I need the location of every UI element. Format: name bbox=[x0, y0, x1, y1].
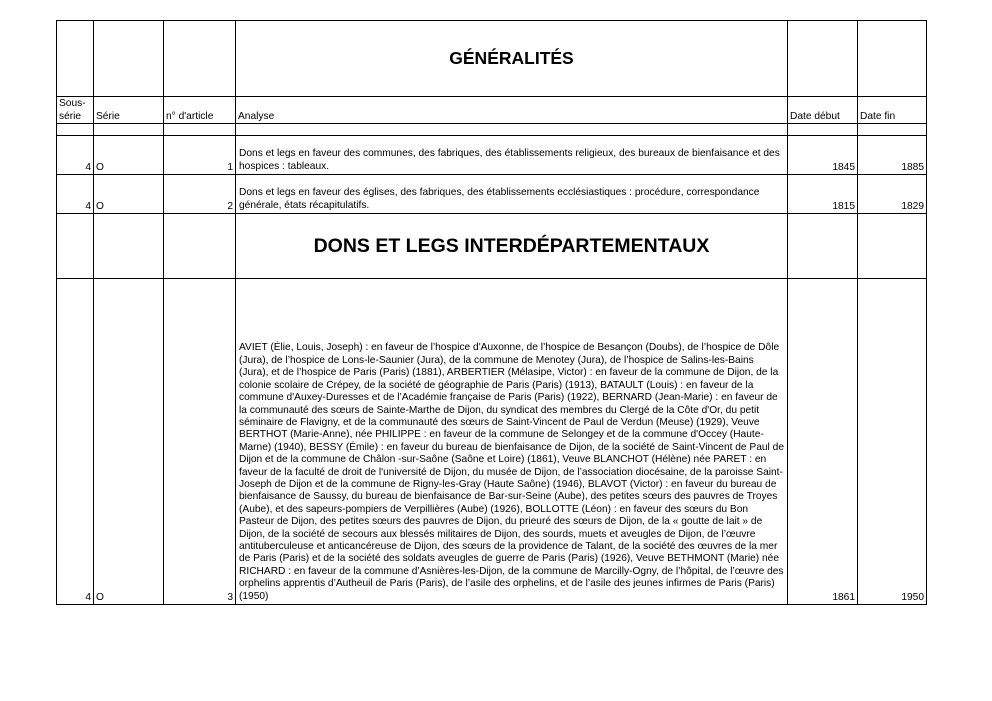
cell-date-debut: 1861 bbox=[788, 279, 858, 605]
cell-article: 2 bbox=[164, 175, 236, 214]
cell-serie: O bbox=[94, 175, 164, 214]
header-analyse: Analyse bbox=[236, 97, 788, 124]
archive-inventory-table bbox=[56, 20, 927, 605]
section-title-generalites: GÉNÉRALITÉS bbox=[236, 21, 788, 97]
section-title-row bbox=[57, 21, 927, 97]
table-row bbox=[57, 175, 927, 214]
header-date-debut: Date début bbox=[788, 97, 858, 124]
cell-article: 1 bbox=[164, 136, 236, 175]
header-date-fin: Date fin bbox=[858, 97, 927, 124]
cell-date-fin: 1885 bbox=[858, 136, 927, 175]
table-row bbox=[57, 279, 927, 605]
cell-date-fin: 1829 bbox=[858, 175, 927, 214]
table-row bbox=[57, 136, 927, 175]
cell-sous-serie: 4 bbox=[57, 175, 94, 214]
header-sous-serie: Sous-série bbox=[57, 97, 94, 124]
cell-sous-serie: 4 bbox=[57, 136, 94, 175]
header-article: n° d'article bbox=[164, 97, 236, 124]
cell-date-fin: 1950 bbox=[858, 279, 927, 605]
cell-analyse: AVIET (Élie, Louis, Joseph) : en faveur de l’hospice d'Auxonne, de l’hospice de Besançon (Doubs), de l’hospice de Dôle (Jura), de l’hospice de Lons-le-Saunier (Jura), de la commune de Menotey (Jura), de l’hospice de Salins-les-Bains (Jura), et de l’hospice de Paris (Paris) (1881), ARBERTIER (Mélasipe, Victor) : en faveur de la commune de Dijon, de la colonie scolaire de Crépey, de la société de géographie de Paris (Paris) (1913), BATAULT (Louis) : en faveur de la commune d'Auxey-Duresses et de l’Académie française de Paris (Paris) (1922), BERNARD (Jean-Marie) : en faveur de la communauté des sœurs de Sainte-Marthe de Dijon, du syndicat des membres du Clergé de la Côte d'Or, du petit séminaire de Flavigny, et de la communauté des sœurs de Saint-Vincent de Paul de Verdun (Meuse) (1929), Veuve BERTHOT (Marie-Anne), née PHILIPPE : en faveur de la commune de Selongey et de la commune d'Occey (Haute-Marne) (1940), BESSY (Émile) : en faveur du bureau de bienfaisance de Dijon, de la société de Saint-Vincent de Paul de Dijon et de la commune de Châlon -sur-Saône (Saône et Loire) (1861), Veuve BLANCHOT (Hélène) née PARET : en faveur de la faculté de droit de l'université de Dijon, du musée de Dijon, de l’association diocésaine, de la paroisse Saint-Joseph de Dijon et de la commune de Rigny-les-Gray (Haute Saône) (1946), BLAVOT (Victor) : en faveur du bureau de bienfaisance de Saussy, du bureau de bienfaisance de Bar-sur-Seine (Aube), des petites sœurs des pauvres de Troyes (Aube), et des sapeurs-pompiers de Verpillières (Aube) (1926), BOLLOTTE (Léon) : en faveur des sœurs du Bon Pasteur de Dijon, des petites sœurs des pauvres de Dijon, du prieuré des sœurs de Dijon, de la « goutte de lait » de Dijon, de la société de secours aux blessés militaires de Dijon, des sourds, muets et aveugles de Dijon, de l’œuvre antituberculeuse et anticancéreuse de Dijon, des sœurs de la providence de Talant, de la société des œuvres de la mer de Paris (Paris) et de la société des soldats aveugles de guerre de Paris (Paris) (1926), Veuve BETHMONT (Marie) née RICHARD : en faveur de la commune d’Asnières-les-Dijon, de la commune de Marcilly-Ogny, de l’hôpital, de l’œuvre des orphelins apprentis d’Autheuil de Paris (Paris), de l’asile des orphelins, et de l’asile des jeunes infirmes de Paris (Paris) (1950) bbox=[236, 279, 788, 605]
cell-date-debut: 1815 bbox=[788, 175, 858, 214]
section-title-row bbox=[57, 214, 927, 279]
cell-sous-serie: 4 bbox=[57, 279, 94, 605]
cell-serie: O bbox=[94, 279, 164, 605]
cell-article: 3 bbox=[164, 279, 236, 605]
cell-date-debut: 1845 bbox=[788, 136, 858, 175]
section-title-dons-legs: DONS ET LEGS INTERDÉPARTEMENTAUX bbox=[236, 214, 788, 279]
header-serie: Série bbox=[94, 97, 164, 124]
cell-analyse: Dons et legs en faveur des communes, des fabriques, des établissements religieux, des bureaux de bienfaisance et des hospices : tableaux. bbox=[236, 136, 788, 175]
header-row bbox=[57, 97, 927, 124]
cell-serie: O bbox=[94, 136, 164, 175]
spacer-row bbox=[57, 124, 927, 136]
cell-analyse: Dons et legs en faveur des églises, des fabriques, des établissements ecclésiastiques : procédure, correspondance générale, états récapitulatifs. bbox=[236, 175, 788, 214]
